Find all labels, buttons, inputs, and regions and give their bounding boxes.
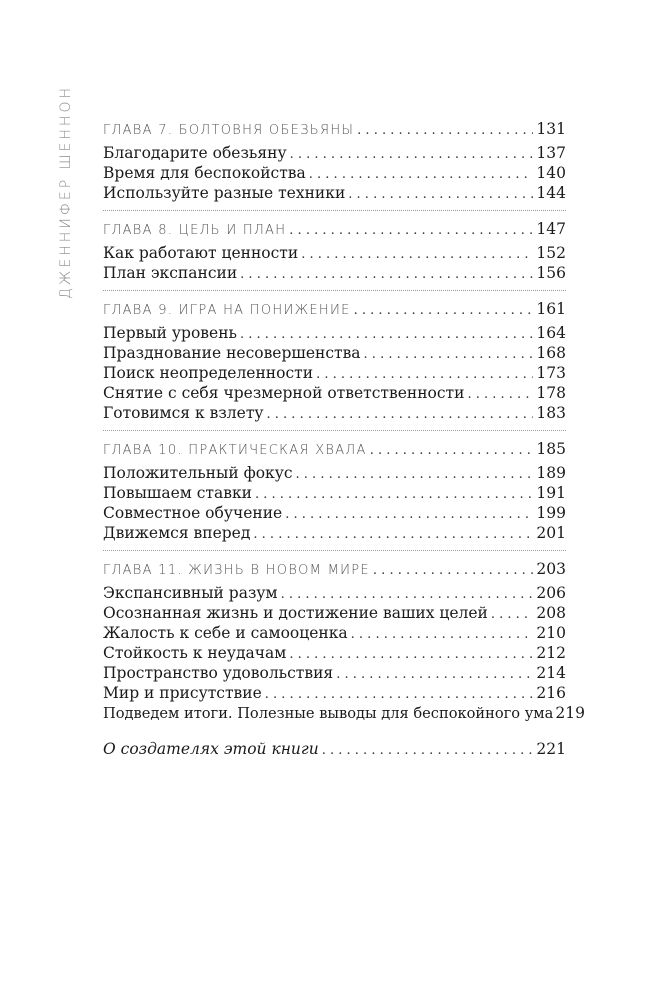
page-number: 191	[536, 484, 566, 502]
chapter-title: ГЛАВА 10. ПРАКТИЧЕСКАЯ ХВАЛА	[103, 443, 367, 458]
page-number: 168	[536, 344, 566, 362]
chapter-title: ГЛАВА 9. ИГРА НА ПОНИЖЕНИЕ	[103, 303, 351, 318]
toc-entry[interactable]	[103, 143, 566, 163]
page-number: 214	[536, 664, 566, 682]
chapter-title: ГЛАВА 7. БОЛТОВНЯ ОБЕЗЬЯНЫ	[103, 123, 355, 138]
leader-dots	[364, 345, 534, 365]
toc-entry[interactable]	[103, 703, 585, 723]
leader-dots	[285, 505, 533, 525]
toc-entry[interactable]	[103, 603, 566, 623]
entry-title: План экспансии	[103, 264, 238, 282]
leader-dots	[351, 625, 534, 645]
toc-entry-about-creators[interactable]	[103, 739, 566, 759]
leader-dots	[336, 665, 533, 685]
toc-entry[interactable]	[103, 363, 566, 383]
chapter-heading[interactable]	[103, 299, 566, 319]
page-number: 185	[536, 440, 566, 458]
page-number: 144	[536, 184, 566, 202]
toc-entry[interactable]	[103, 523, 566, 543]
entry-title: Используйте разные техники	[103, 184, 346, 202]
page-number: 216	[536, 684, 566, 702]
chapter-heading[interactable]	[103, 219, 566, 239]
chapter-heading[interactable]	[103, 559, 566, 579]
toc-entry[interactable]	[103, 343, 566, 363]
entry-title: Снятие с себя чрезмерной ответственности	[103, 384, 465, 402]
leader-dots	[467, 385, 533, 405]
toc-entry[interactable]	[103, 323, 566, 343]
leader-dots	[373, 561, 533, 581]
page-number: 152	[536, 244, 566, 262]
page-number: 147	[536, 220, 566, 238]
leader-dots	[289, 221, 533, 241]
toc-entry[interactable]	[103, 623, 566, 643]
leader-dots	[265, 685, 534, 705]
leader-dots	[240, 265, 533, 285]
page-number: 203	[536, 560, 566, 578]
entry-title: Совместное обучение	[103, 504, 283, 522]
entry-title: Движемся вперед	[103, 524, 251, 542]
toc-entry[interactable]	[103, 163, 566, 183]
table-of-contents	[103, 119, 585, 759]
leader-dots	[354, 301, 534, 321]
entry-title: Экспансивный разум	[103, 584, 278, 602]
chapter-title: ГЛАВА 8. ЦЕЛЬ И ПЛАН	[103, 223, 287, 238]
entry-title: Празднование несовершенства	[103, 344, 361, 362]
entry-title: Поиск неопределенности	[103, 364, 314, 382]
entry-title: Время для беспокойства	[103, 164, 306, 182]
entry-title: Первый уровень	[103, 324, 237, 342]
page-number: 137	[536, 144, 566, 162]
page-number: 206	[536, 584, 566, 602]
leader-dots	[253, 525, 533, 545]
leader-dots	[357, 121, 533, 141]
page-number: 161	[536, 300, 566, 318]
page-number: 189	[536, 464, 566, 482]
entry-title: Положительный фокус	[103, 464, 293, 482]
chapter-heading[interactable]	[103, 119, 566, 139]
toc-entry[interactable]	[103, 663, 566, 683]
entry-title: Осознанная жизнь и достижение ваших целей	[103, 604, 488, 622]
leader-dots	[370, 441, 534, 461]
chapter-title: ГЛАВА 11. ЖИЗНЬ В НОВОМ МИРЕ	[103, 563, 370, 578]
toc-entry[interactable]	[103, 483, 566, 503]
entry-title: Готовимся к взлету	[103, 404, 264, 422]
leader-dots	[240, 325, 533, 345]
page-number: 221	[536, 740, 566, 758]
author-running-head: ДЖЕННИФЕР ШЕННОН	[58, 85, 74, 300]
page-number: 212	[536, 644, 566, 662]
entry-title: Как работают ценности	[103, 244, 299, 262]
chapter-heading[interactable]	[103, 439, 566, 459]
toc-entry[interactable]	[103, 583, 566, 603]
page-number: 183	[536, 404, 566, 422]
toc-entry[interactable]	[103, 643, 566, 663]
leader-dots	[322, 741, 534, 761]
leader-dots	[301, 245, 533, 265]
leader-dots	[491, 605, 534, 625]
toc-entry[interactable]	[103, 263, 566, 283]
page-number: 140	[536, 164, 566, 182]
page-number: 178	[536, 384, 566, 402]
entry-title: Подведем итоги. Полезные выводы для беспокойного ума	[103, 705, 554, 722]
toc-entry[interactable]	[103, 683, 566, 703]
toc-entry[interactable]	[103, 383, 566, 403]
leader-dots	[296, 465, 534, 485]
entry-title: Мир и присутствие	[103, 684, 262, 702]
entry-title: О создателях этой книги	[103, 740, 319, 758]
page-number: 131	[536, 120, 566, 138]
entry-title: Благодарите обезьяну	[103, 144, 287, 162]
page-number: 208	[536, 604, 566, 622]
toc-entry[interactable]	[103, 243, 566, 263]
toc-entry[interactable]	[103, 503, 566, 523]
entry-title: Пространство удовольствия	[103, 664, 334, 682]
page-number: 164	[536, 324, 566, 342]
page-number: 201	[536, 524, 566, 542]
chapter-divider	[103, 550, 566, 551]
page-number: 173	[536, 364, 566, 382]
entry-title: Жалость к себе и самооценка	[103, 624, 348, 642]
toc-entry[interactable]	[103, 183, 566, 203]
leader-dots	[316, 365, 533, 385]
page-number: 199	[536, 504, 566, 522]
leader-dots	[267, 405, 534, 425]
chapter-divider	[103, 430, 566, 431]
toc-entry[interactable]	[103, 403, 566, 423]
leader-dots	[289, 645, 533, 665]
leader-dots	[309, 165, 534, 185]
page-number: 156	[536, 264, 566, 282]
entry-title: Стойкость к неудачам	[103, 644, 287, 662]
chapter-divider	[103, 210, 566, 211]
leader-dots	[348, 185, 533, 205]
page-number: 210	[536, 624, 566, 642]
toc-entry[interactable]	[103, 463, 566, 483]
page-number: 219	[555, 704, 585, 722]
leader-dots	[255, 485, 533, 505]
leader-dots	[290, 145, 534, 165]
chapter-divider	[103, 290, 566, 291]
leader-dots	[281, 585, 534, 605]
entry-title: Повышаем ставки	[103, 484, 252, 502]
